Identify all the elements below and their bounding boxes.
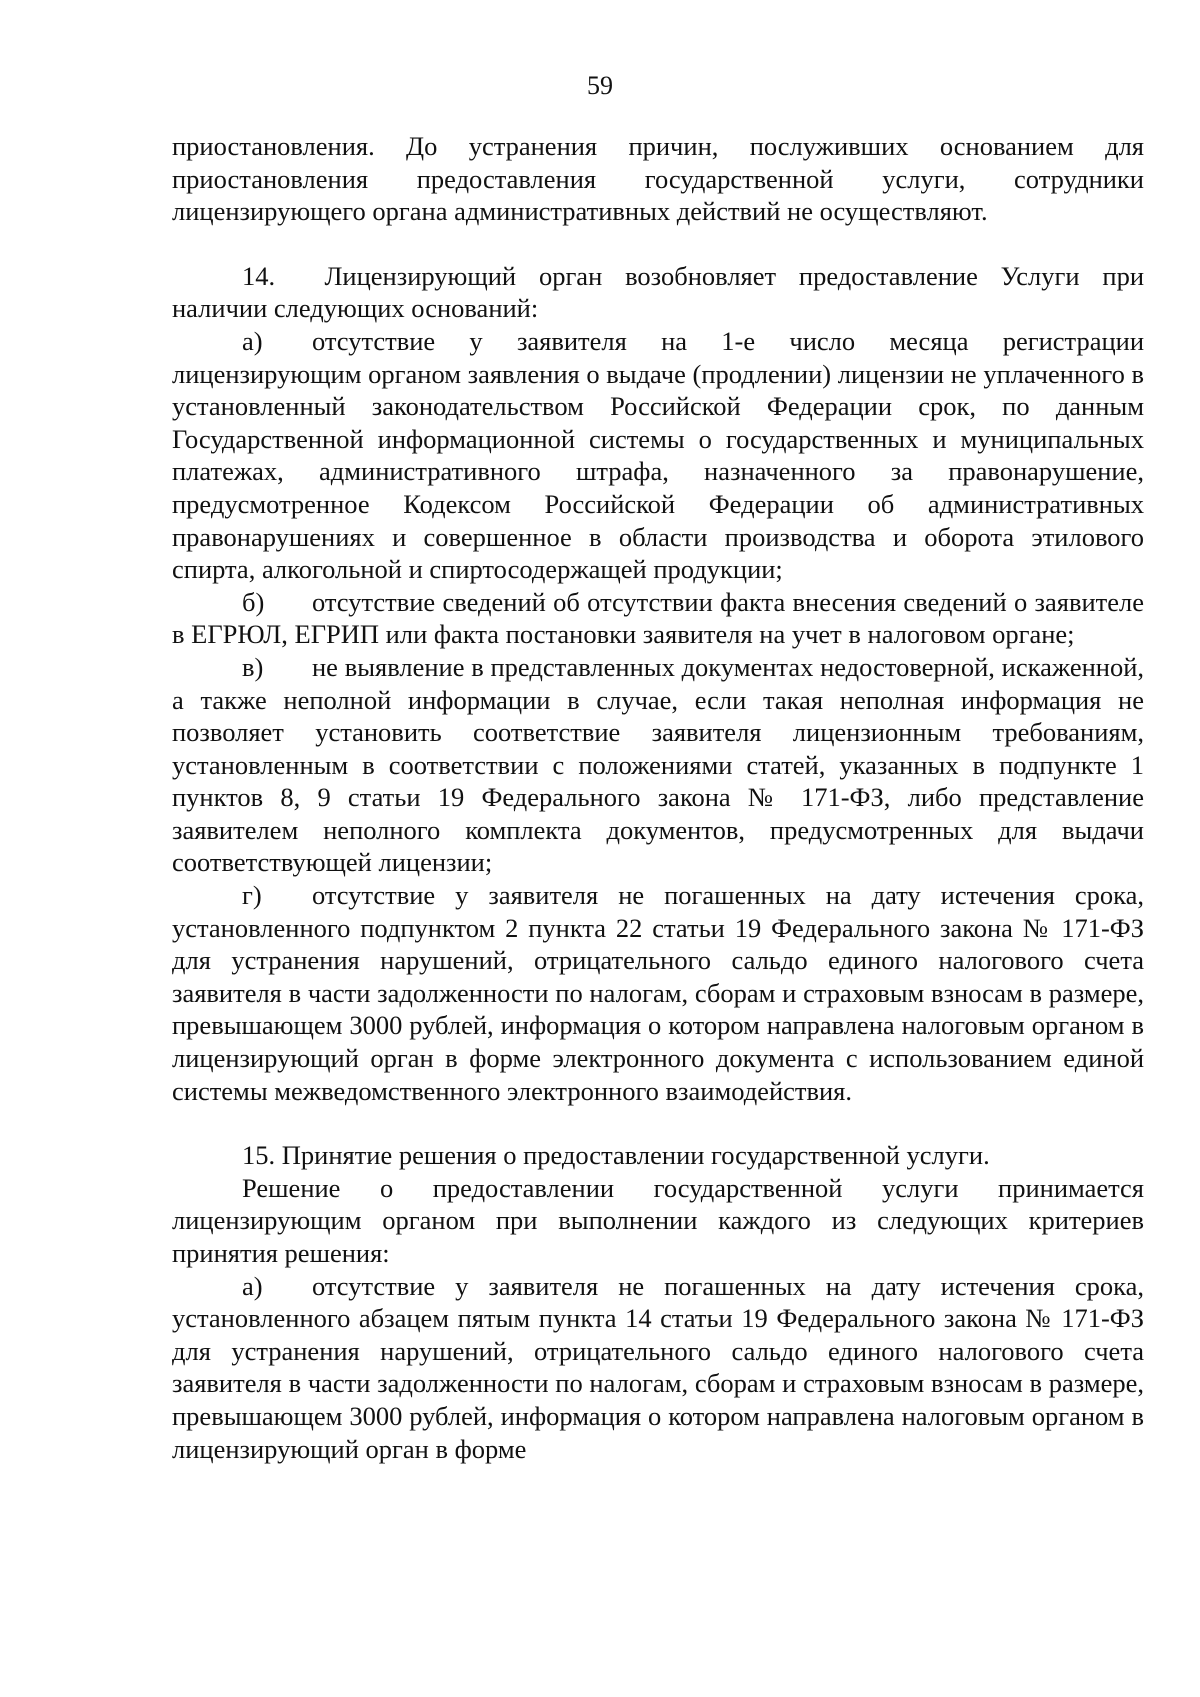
list-item-g: [172, 879, 1144, 1107]
list-item-text: отсутствие у заявителя не погашенных на дату истечения срока, установленного абзацем пятым пункта 14 статьи 19 Федерального закона № 171-ФЗ для устранения нарушений, отрицательного сальдо единого налогового счета заявителя в части задолженности по налогам, сборам и страховым взносам в размере, превышающем 3000 рублей, информация о котором направлена налоговым органом в лицензирующий орган в форме: [172, 1270, 1144, 1464]
list-item-letter: а): [242, 1270, 263, 1301]
list-item-text: отсутствие у заявителя не погашенных на дату истечения срока, установленного подпунктом 2 пункта 22 статьи 19 Федерального закона № 171-ФЗ для устранения нарушений, отрицательного сальдо единого налогового счета заявителя в части задолженности по налогам, сборам и страховым взносам в размере, превышающем 3000 рублей, информация о котором направлена налоговым органом в лицензирующий орган в форме электронного документа с использованием единой системы межведомственного электронного взаимодействия.: [172, 880, 1144, 1106]
list-item-text: отсутствие сведений об отсутствии факта внесения сведений о заявителе в ЕГРЮЛ, ЕГРИП или факта постановки заявителя на учет в налоговом органе;: [172, 586, 1144, 650]
page-number: 59: [587, 71, 613, 100]
paragraph-continuation: приостановления. До устранения причин, послуживших основанием для приостановления предоставления государственной услуги, сотрудники лицензирующего органа административных действий не осуществляют.: [172, 131, 1144, 227]
list-item-text: не выявление в представленных документах недостоверной, искаженной, а также неполной информации в случае, если такая неполная информация не позволяет установить соответствие заявителя лицензионным требованиям, установленным в соответствии с положениями статей, указанных в подпункте 1 пунктов 8, 9 статьи 19 Федерального закона № 171-ФЗ, либо представление заявителем неполного комплекта документов, предусмотренных для выдачи соответствующей лицензии;: [172, 651, 1144, 878]
paragraph-decision: Решение о предоставлении государственной услуги принимается лицензирующим органом при выполнении каждого из следующих критериев принятия решения:: [172, 1172, 1144, 1268]
list-item-a: [172, 325, 1144, 586]
list-item-letter: в): [242, 651, 264, 682]
paragraph-14-heading: 14. Лицензирующий орган возобновляет предоставление Услуги при наличии следующих оснований:: [172, 260, 1144, 324]
list-item-letter: г): [242, 880, 262, 911]
list-item-a-criteria: [172, 1270, 1144, 1466]
list-item-v: [172, 651, 1144, 879]
list-item-letter: б): [242, 586, 265, 617]
list-item-letter: а): [242, 325, 263, 356]
paragraph-gap: [172, 1107, 1144, 1139]
document-body: [172, 130, 1144, 1465]
paragraph-gap: [172, 228, 1144, 260]
paragraph-15-heading: 15. Принятие решения о предоставлении государственной услуги.: [242, 1140, 990, 1171]
list-item-text: отсутствие у заявителя на 1-е число месяца регистрации лицензирующим органом заявления о выдаче (продлении) лицензии не уплаченного в установленный законодательством Российской Федерации срок, по данным Государственной информационной системы о государственных и муниципальных платежах, административного штрафа, назначенного за правонарушение, предусмотренное Кодексом Российской Федерации об административных правонарушениях и совершенное в области производства и оборота этилового спирта, алкогольной и спиртосодержащей продукции;: [172, 325, 1144, 585]
list-item-b: [172, 586, 1144, 651]
